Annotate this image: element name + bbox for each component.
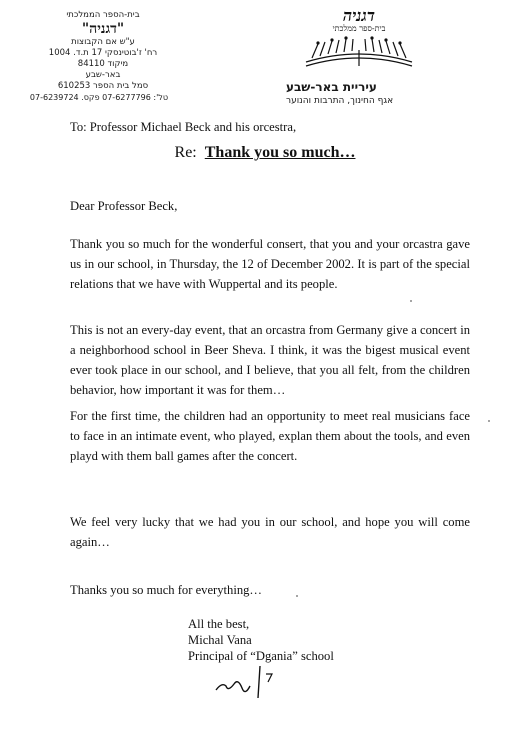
subject-title: Thank you so much… bbox=[204, 144, 356, 161]
scan-speck bbox=[296, 595, 298, 597]
logo-subtitle: בית-ספר ממלכתי bbox=[332, 24, 386, 33]
school-title-line: בית-הספר הממלכתי bbox=[66, 10, 140, 20]
school-address-line: רח' ז'בוטינסקי 17 ת.ד. 1004 bbox=[48, 48, 158, 58]
logo-title: דגניה bbox=[342, 6, 376, 25]
subject-line bbox=[0, 143, 530, 163]
handwritten-signature bbox=[212, 662, 282, 702]
scan-speck bbox=[410, 300, 412, 302]
closing-block bbox=[188, 616, 334, 664]
subject-prefix: Re: bbox=[174, 144, 197, 161]
salutation: Dear Professor Beck, bbox=[70, 199, 178, 213]
body-paragraph: For the first time, the children had an opportunity to meet real musicians face to face in an intimate event, who played, explan them about the tools, and even playd with them ball games after the concert. bbox=[70, 409, 470, 463]
book-logo-icon bbox=[284, 6, 434, 72]
body-paragraph: We feel very lucky that we had you in our school, and hope you will come again… bbox=[70, 515, 470, 549]
school-address-block bbox=[29, 10, 168, 103]
body-paragraph: Thank you so much for the wonderful consert, that you and your orcastra gave us in our school, in Thursday, the 12 of December 2002. It is part of the special relations that we have with Wuppertal and its people. bbox=[70, 237, 470, 291]
school-address-line: ע"ש אם הקבוצות bbox=[71, 37, 135, 47]
school-logo bbox=[284, 6, 434, 72]
school-address-line: באר-שבע bbox=[85, 70, 121, 80]
department-name: אגף החינוך, התרבות והנוער bbox=[286, 96, 394, 106]
body-paragraph: Thanks you so much for everything… bbox=[70, 583, 263, 597]
signer-name: Michal Vana bbox=[188, 633, 252, 647]
scan-speck bbox=[488, 420, 490, 422]
letterhead bbox=[0, 0, 530, 120]
school-address-line: מיקוד 84110 bbox=[77, 59, 129, 69]
body-paragraph: This is not an every-day event, that an orcastra from Germany give a concert in a neighborhood school in Beer Sheva. I think, it was the bigest musical event ever took place in our school, and I believe, that you all felt, from the children behavior, how important it was for them… bbox=[70, 323, 470, 397]
signer-title: Principal of “Dgania” school bbox=[188, 649, 334, 663]
school-phone-line: טל': 07-6277796 פקס. 07-6239724 bbox=[29, 93, 168, 102]
school-address-line: סמל בית הספר 610253 bbox=[57, 81, 149, 91]
school-name: "דגניה" bbox=[81, 21, 125, 37]
closing-greeting: All the best, bbox=[188, 617, 250, 631]
recipient-line: To: Professor Michael Beck and his orcestra, bbox=[70, 120, 297, 134]
municipality-block bbox=[286, 80, 506, 107]
city-name: עיריית באר-שבע bbox=[286, 80, 377, 94]
